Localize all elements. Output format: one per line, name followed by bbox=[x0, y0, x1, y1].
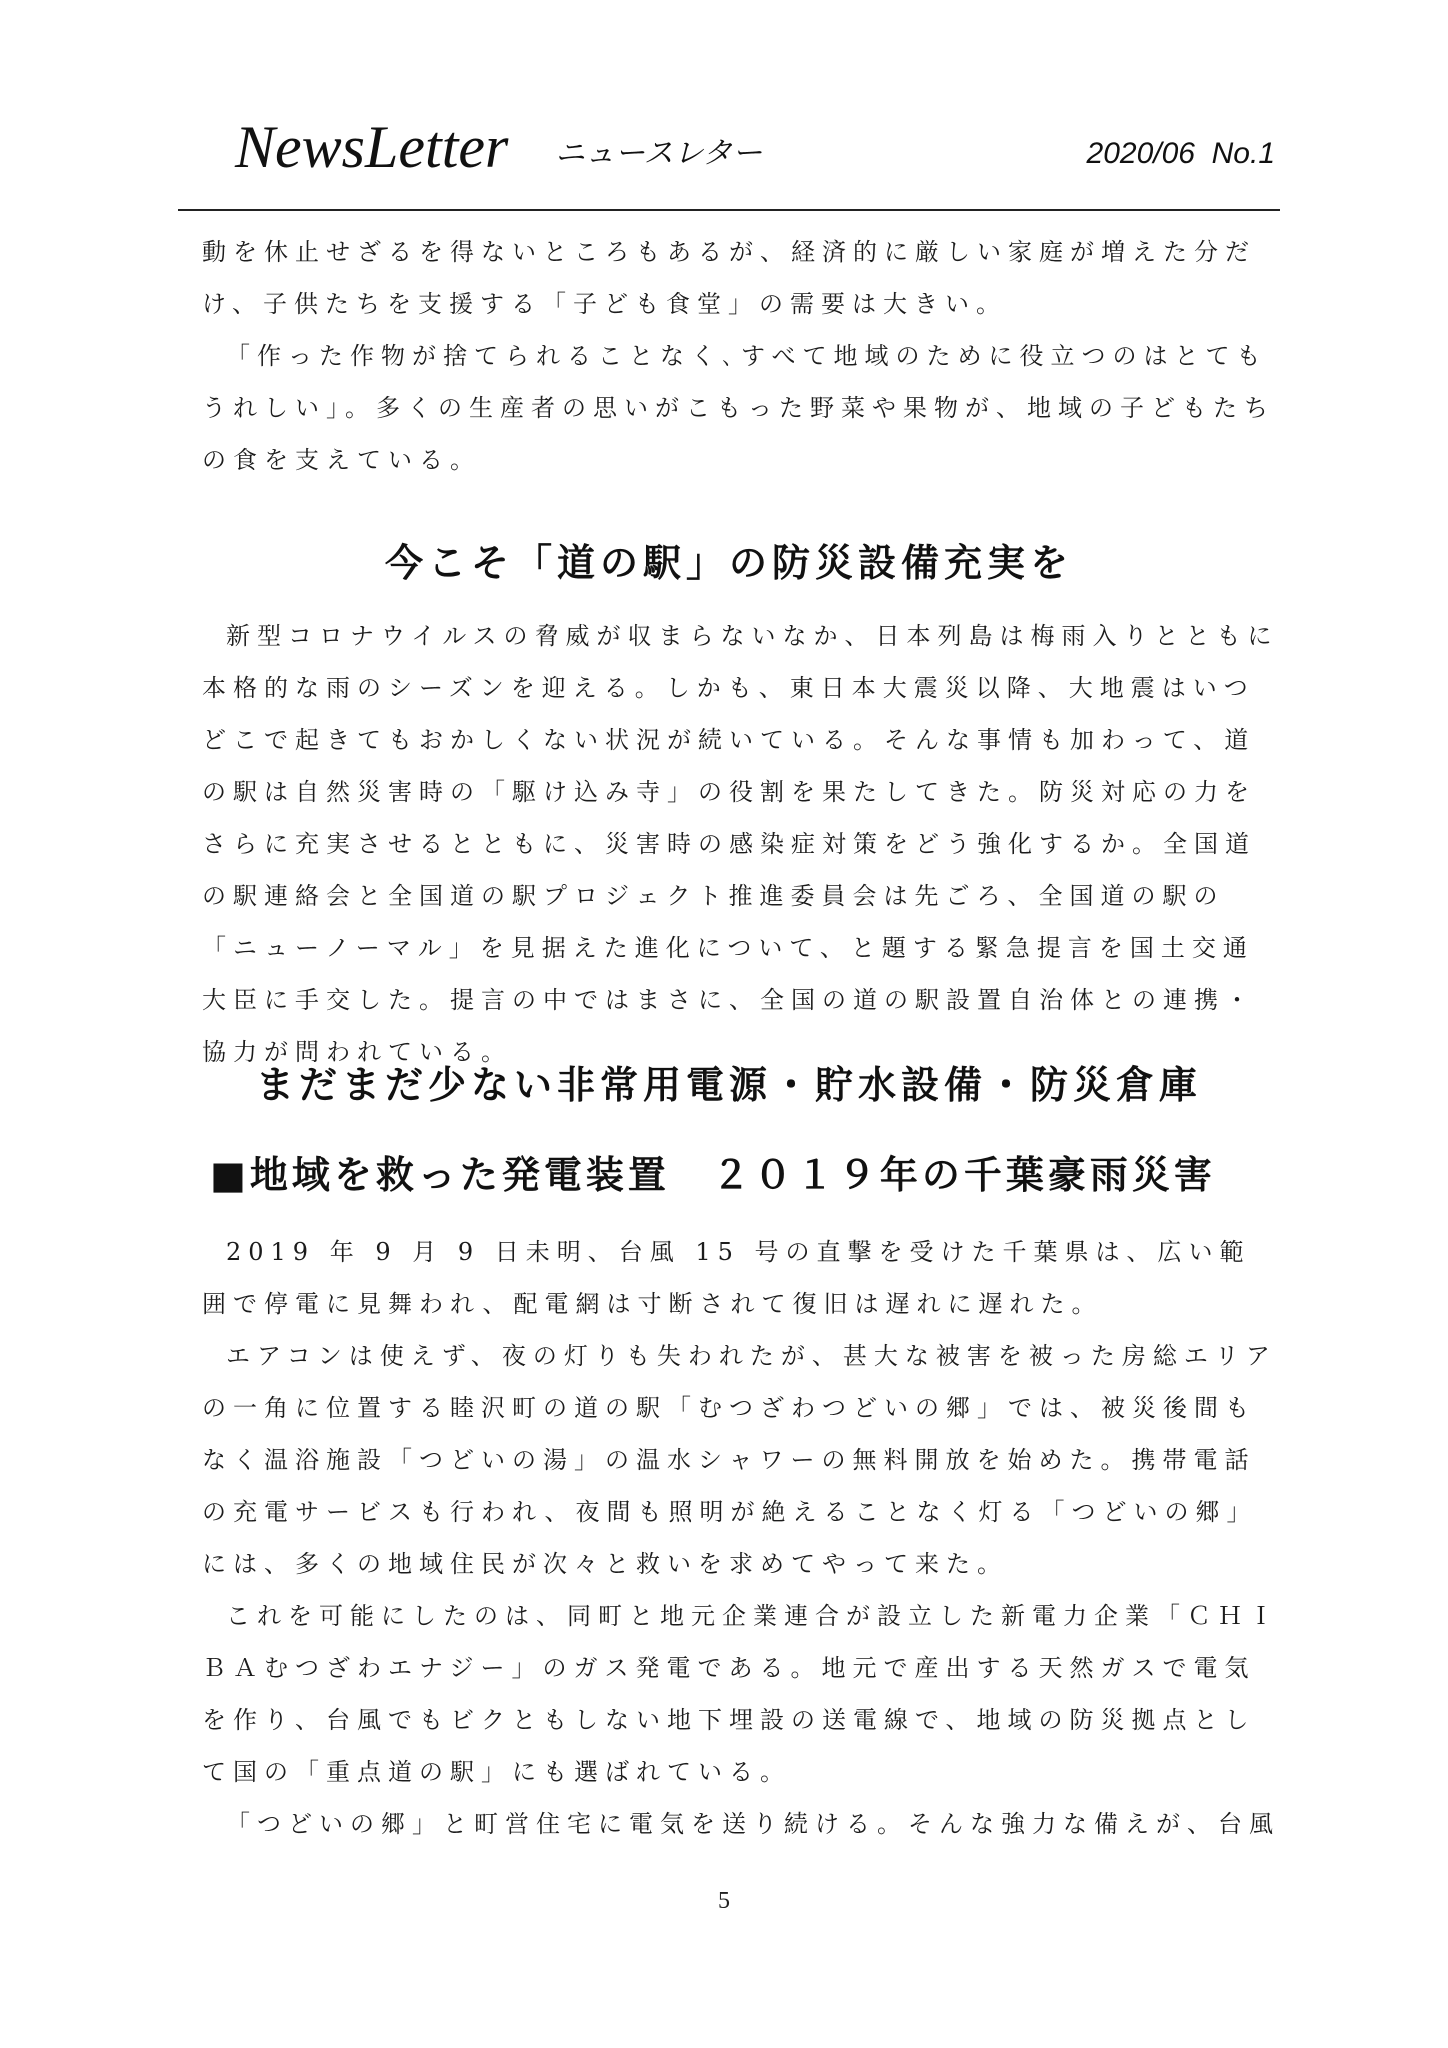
section-heading-emergency-facilities: まだまだ少ない非常用電源・貯水設備・防災倉庫 bbox=[255, 1063, 1202, 1107]
section-heading-michi-no-eki: 今こそ「道の駅」の防災設備充実を bbox=[384, 541, 1073, 585]
paragraph-chiba-mutsuzawa-energy: これを可能にしたのは、同町と地元企業連合が設立した新電力企業「ＣＨＩＢＡむつざわエナジー」のガス発電である。地元で産出する天然ガスで電気を作り、台風でもビクともしない地下埋設の送電線で、地域の防災拠点として国の「重点道の駅」にも選ばれている。 bbox=[202, 1602, 1280, 1786]
paragraph-continued: 「つどいの郷」と町営住宅に電気を送り続ける。そんな強力な備えが、台風 bbox=[226, 1810, 1280, 1838]
page-number: 5 bbox=[718, 1888, 730, 1914]
subheading-chiba-typhoon: ■地域を救った発電装置 ２０１９年の千葉豪雨災害 bbox=[210, 1153, 1216, 1197]
header-divider bbox=[178, 209, 1280, 211]
intro-paragraph-1: 動を休止せざるを得ないところもあるが、経済的に厳しい家庭が増えた分だけ、子供たちを支援する「子ども食堂」の需要は大きい。 bbox=[202, 238, 1256, 318]
newsletter-brand-kana: ニュースレター bbox=[555, 136, 763, 171]
paragraph-tsudoi-no-sato: エアコンは使えず、夜の灯りも失われたが、甚大な被害を被った房総エリアの一角に位置する睦沢町の道の駅「むつざわつどいの郷」では、被災後間もなく温浴施設「つどいの湯」の温水シャワーの無料開放を始めた。携帯電話の充電サービスも行われ、夜間も照明が絶えることなく灯る「つどいの郷」には、多くの地域住民が次々と救いを求めてやって来た。 bbox=[202, 1342, 1277, 1578]
issue-number: 2020/06 No.1 bbox=[1086, 137, 1275, 170]
newsletter-brand: NewsLetter bbox=[235, 114, 509, 180]
page-header bbox=[235, 112, 1275, 192]
section-paragraph-covid-disaster: 新型コロナウイルスの脅威が収まらないなか、日本列島は梅雨入りとともに本格的な雨のシーズンを迎える。しかも、東日本大震災以降、大地震はいつどこで起きてもおかしくない状況が続いている。そんな事情も加わって、道の駅は自然災害時の「駆け込み寺」の役割を果たしてきた。防災対応の力をさらに充実させるとともに、災害時の感染症対策をどう強化するか。全国道の駅連絡会と全国道の駅プロジェクト推進委員会は先ごろ、全国道の駅の「ニューノーマル」を見据えた進化について、と題する緊急提言を国土交通大臣に手交した。提言の中ではまさに、全国の道の駅設置自治体との連携・協力が問われている。 bbox=[202, 622, 1279, 1066]
intro-paragraph-2: 「作った作物が捨てられることなく､すべて地域のために役立つのはとてもうれしい」。多くの生産者の思いがこもった野菜や果物が、地域の子どもたちの食を支えている。 bbox=[202, 342, 1275, 474]
paragraph-typhoon-15: 2019 年 9 月 9 日未明、台風 15 号の直撃を受けた千葉県は、広い範囲で停電に見舞われ、配電網は寸断されて復旧は遅れに遅れた。 bbox=[202, 1238, 1251, 1318]
